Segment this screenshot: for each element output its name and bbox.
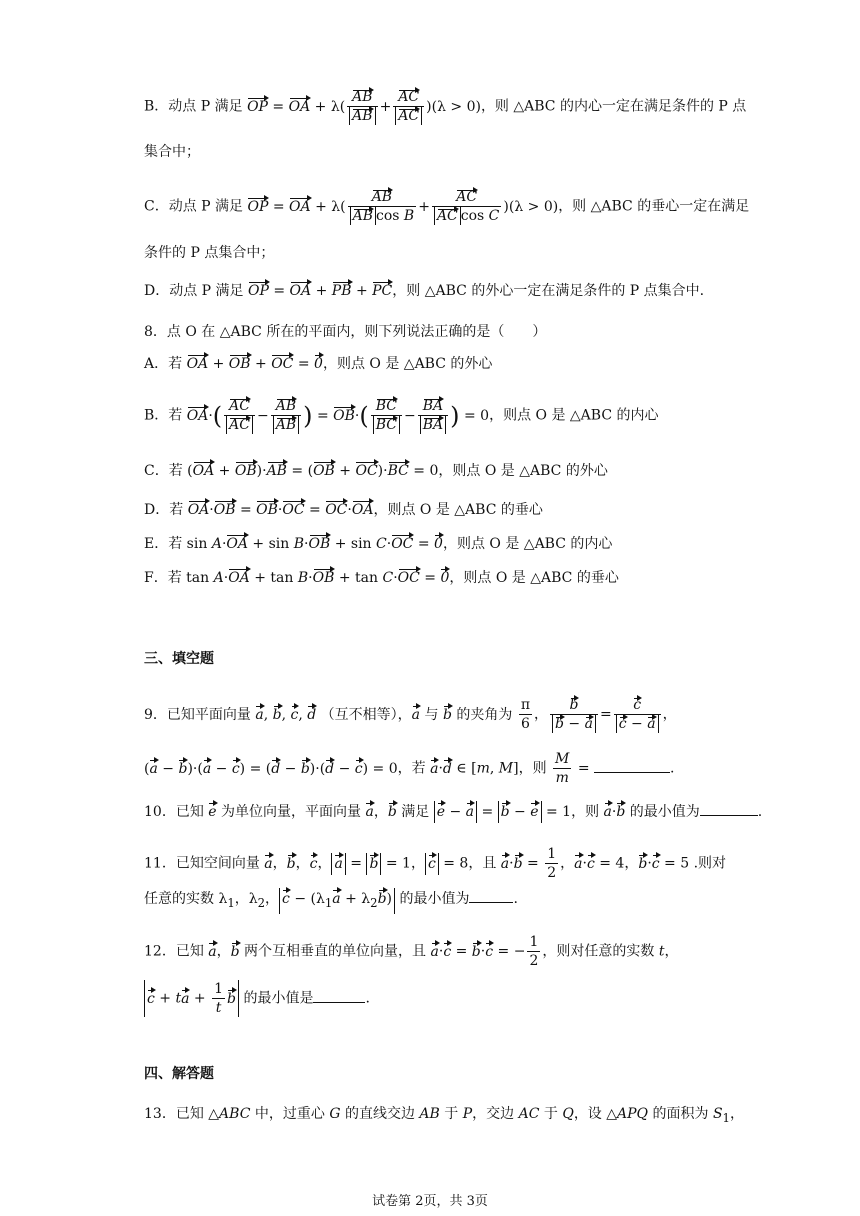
page-footer: 试卷第 2页，共 3页 bbox=[372, 1194, 488, 1209]
q12-line1: 12．已知 a，b 两个互相垂直的单位向量，且 a·c = b·c = − $\frac{1}{2}$ ，则对任意的实数 t， bbox=[144, 934, 679, 969]
q11-line1: 11．已知空间向量 a，b，c， a = b = 1， c = 8，且 a·b = $\frac{1}{2}$ ，a·c = 4，b·c = 5 .则对 bbox=[144, 846, 727, 881]
q8-stem: 8．点 O 在 △ABC 所在的平面内，则下列说法正确的是（ ） bbox=[144, 324, 547, 340]
q9-ratio-left: $\frac{b}{b - a}$ bbox=[550, 696, 598, 733]
q8-option-c-formula: (OA + OB)·AB = (OB + OC)·BC = 0 bbox=[187, 463, 438, 479]
q12-line2: c + ta + $\frac{1}{t}$ b 的最小值是 . bbox=[144, 980, 750, 1017]
q10-answer-blank[interactable] bbox=[700, 801, 758, 816]
q7-option-b-formula: OP = OA + λ( $\frac{AB}{AB}$ + $\frac{AC}{AC}$ )(λ > 0) bbox=[247, 89, 481, 124]
q8-option-d-formula: OA·OB = OB·OC = OC·OA bbox=[188, 502, 374, 518]
q9-line1: 9．已知平面向量 a, b, c, d （互不相等），a 与 b 的夹角为 $\frac{\pi}{6}$ ， $\frac{b}{b - a}$ = $\frac{c}{c - a}$ ， bbox=[144, 697, 677, 732]
q11-line2: 任意的实数 $\lambda_1$，$\lambda_2$， $c - (\lambda_1a + \lambda_2b)$ 的最小值为 . bbox=[144, 888, 750, 914]
q8-option-a-suffix: ，则点 O 是 △ABC 的外心 bbox=[322, 356, 493, 372]
q8-option-b-suffix: ，则点 O 是 △ABC 的内心 bbox=[489, 407, 659, 424]
q7-option-b-prefix: B．动点 P 满足 bbox=[144, 98, 248, 115]
q8-option-c-label: C．若 bbox=[144, 463, 188, 479]
q7-option-d bbox=[144, 280, 750, 302]
q8-option-a bbox=[144, 353, 750, 375]
q9-line1-prefix: 9．已知平面向量 a, b, c, d （互不相等），a 与 b 的夹角为 bbox=[144, 707, 512, 723]
q8-option-e-formula: sin A·OA + sin B·OB + sin C·OC = 0 bbox=[187, 536, 443, 552]
q8-option-f bbox=[144, 567, 750, 589]
q10-line: 10．已知 e 为单位向量，平面向量 a，b 满足 e − a = b − e = 1，则 a·b 的最小值为 . bbox=[144, 801, 750, 823]
q7-option-c-formula: OP = OA + λ( $\frac{AB}{\text{AB cos B}}$ + $\frac{AC}{\text{AC cos C}}$ )(λ > 0) bbox=[247, 189, 559, 224]
q7-option-c-prefix: C．动点 P 满足 bbox=[144, 198, 248, 215]
q13-line1: 13．已知 △ABC 中，过重心 G 的直线交边 AB 于 P，交边 AC 于 Q，设 △APQ 的面积为 $S_1$， bbox=[144, 1106, 744, 1125]
q8-option-f-label: F．若 bbox=[144, 570, 187, 586]
q8-option-e-label: E．若 bbox=[144, 536, 187, 552]
q7-option-b-line1 bbox=[144, 88, 750, 125]
section-solve-title: 四、解答题 bbox=[144, 1066, 214, 1082]
q11-answer-blank[interactable] bbox=[469, 888, 513, 903]
q8-option-a-label: A．若 bbox=[144, 356, 187, 372]
q9-line2-formula: (a − b)·(a − c) = (d − b)·(d − c) = 0 bbox=[144, 761, 398, 777]
q7-option-c-suffix: ，则 △ABC 的垂心一定在满足 bbox=[558, 198, 750, 215]
q7-option-d-formula: OP = OA + PB + PC bbox=[248, 283, 392, 299]
q9-line2: (a − b)·(a − c) = (d − b)·(d − c) = 0，若 a·d ∈ [m, M]，则 $\frac{M}{m}$ = . bbox=[144, 751, 675, 786]
q9-ratio-right: $\frac{c}{c - a}$ bbox=[614, 696, 661, 733]
q7-option-d-prefix: D．动点 P 满足 bbox=[144, 283, 248, 299]
q8-option-b-formula: OA·( $\frac{AC}{AC}$ − $\frac{AB}{AB}$ ) = OB·( $\frac{BC}{BC}$ − $\frac{BA}{BA}$ ) = 0 bbox=[186, 398, 490, 433]
q8-option-b-label: B．若 bbox=[144, 407, 187, 424]
q7-option-c-line2: 条件的 P 点集合中； bbox=[144, 245, 275, 261]
q8-option-c-suffix: ，则点 O 是 △ABC 的外心 bbox=[438, 463, 608, 479]
q8-option-e bbox=[144, 533, 750, 555]
q8-option-d-suffix: ，则点 O 是 △ABC 的垂心 bbox=[373, 502, 543, 518]
q9-answer-blank[interactable] bbox=[594, 758, 670, 773]
q8-option-c bbox=[144, 460, 750, 482]
q7-option-c-line1 bbox=[144, 188, 750, 225]
q9-angle: $\frac{\pi}{6}$ bbox=[520, 697, 531, 732]
q12-answer-blank[interactable] bbox=[313, 988, 365, 1003]
section-fill-in-title: 三、填空题 bbox=[144, 651, 214, 667]
q9-ratio-mm: $\frac{M}{m}$ bbox=[555, 751, 570, 786]
q8-option-b bbox=[144, 397, 750, 434]
q7-option-b-line2: 集合中； bbox=[144, 144, 200, 160]
q8-option-e-suffix: ，则点 O 是 △ABC 的内心 bbox=[442, 536, 613, 552]
q7-option-b-suffix: ，则 △ABC 的内心一定在满足条件的 P 点 bbox=[480, 98, 747, 115]
q8-option-d-label: D．若 bbox=[144, 502, 188, 518]
q8-option-d bbox=[144, 499, 750, 521]
q8-option-a-formula: OA + OB + OC = 0 bbox=[187, 356, 323, 372]
q7-option-d-suffix: ，则 △ABC 的外心一定在满足条件的 P 点集合中. bbox=[392, 283, 705, 299]
q8-option-f-formula: tan A·OA + tan B·OB + tan C·OC = 0 bbox=[186, 570, 449, 586]
q8-option-f-suffix: ，则点 O 是 △ABC 的垂心 bbox=[449, 570, 619, 586]
